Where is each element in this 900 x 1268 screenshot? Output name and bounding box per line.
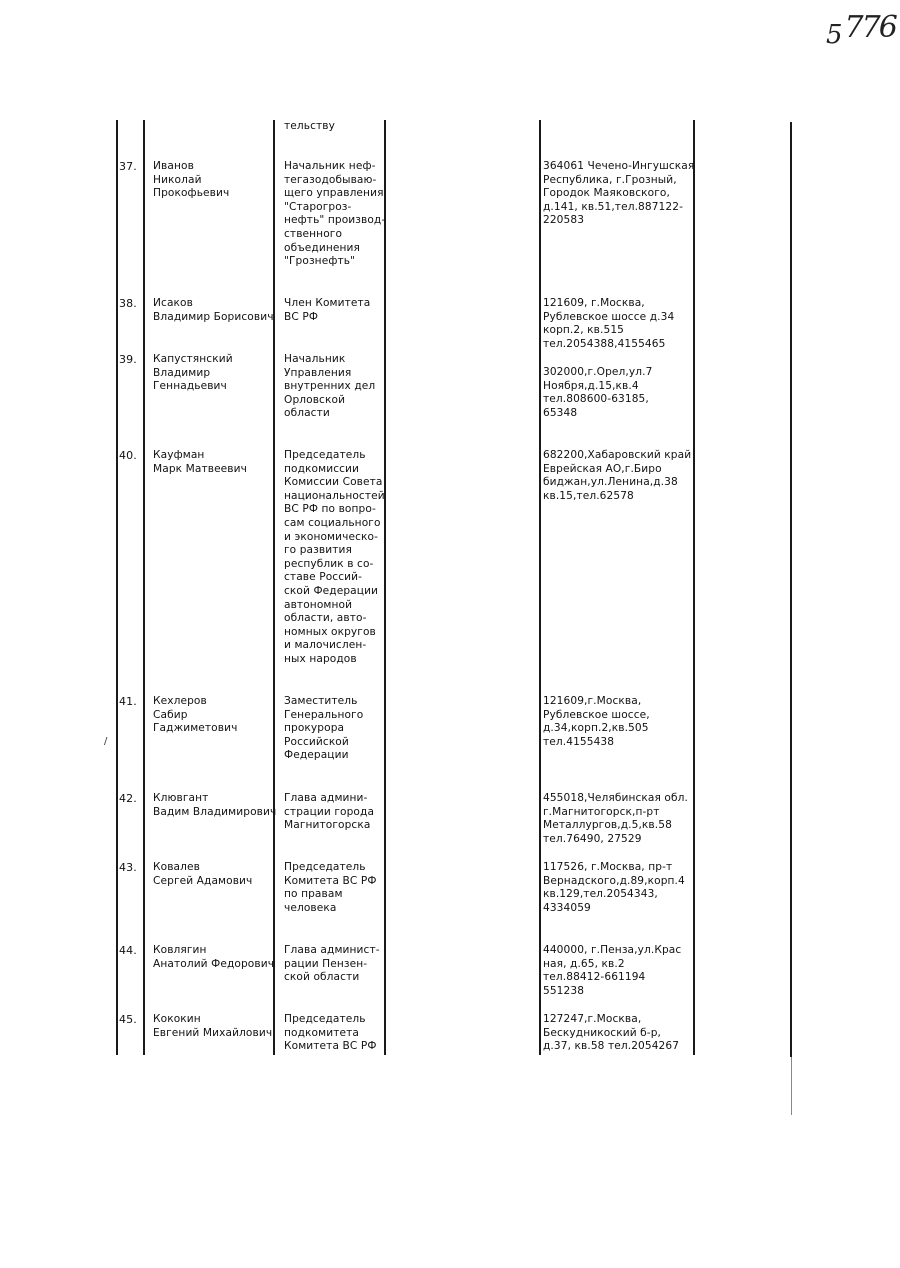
row-number: 42. bbox=[119, 792, 137, 805]
row-name: Капустянский Владимир Геннадьевич bbox=[153, 353, 233, 393]
column-rule-num bbox=[143, 120, 145, 1055]
row-name: Иванов Николай Прокофьевич bbox=[153, 160, 230, 200]
row-address: 455018,Челябинская обл. г.Магнитогорск,п-рт Металлургов,д.5,кв.58 тел.76490, 27529 bbox=[543, 792, 688, 845]
column-rule-address-right bbox=[693, 120, 695, 1055]
row-address: 117526, г.Москва, пр-т Вернадского,д.89,корп.4 кв.129,тел.2054343, 4334059 bbox=[543, 861, 685, 914]
column-rule-outer-right bbox=[790, 122, 792, 1057]
row-address: 682200,Хабаровский край Еврейская АО,г.Биро биджан,ул.Ленина,д.38 кв.15,тел.62578 bbox=[543, 449, 692, 502]
row-position: Глава админист- рации Пензен- ской области bbox=[284, 944, 380, 984]
row-name: Кехлеров Сабир Гаджиметович bbox=[153, 695, 238, 735]
row-address: 364061 Чечено-Ингушская Республика, г.Грозный, Городок Маяковского, д.141, кв.51,тел.887122- 220583 bbox=[543, 160, 695, 227]
carryover-position: тельству bbox=[284, 120, 336, 132]
row-number: 38. bbox=[119, 297, 137, 310]
row-name: Кауфман Марк Матвеевич bbox=[153, 449, 247, 475]
row-number: 44. bbox=[119, 944, 137, 957]
column-rule-outer-right-faint bbox=[791, 1057, 792, 1115]
row-address: 127247,г.Москва, Бескудникоский б-р, д.37, кв.58 тел.2054267 bbox=[543, 1013, 680, 1053]
row-number: 41. bbox=[119, 695, 137, 708]
page-mark-number: 776 bbox=[844, 10, 896, 45]
row-position: Член Комитета ВС РФ bbox=[284, 297, 371, 323]
row-number: 45. bbox=[119, 1013, 137, 1026]
handwritten-page-number bbox=[826, 10, 896, 50]
row-number: 43. bbox=[119, 861, 137, 874]
row-name: Ковалев Сергей Адамович bbox=[153, 861, 253, 887]
row-position: Председатель Комитета ВС РФ по правам человека bbox=[284, 861, 377, 914]
row-position: Председатель подкомиссии Комиссии Совета национальностей ВС РФ по вопро- сам социального и экономическо- го развития республик в со- ставе Россий- ской Федерации автономной области, авто- номных округов и малочислен- ных народов bbox=[284, 449, 385, 665]
column-rule-name bbox=[273, 120, 275, 1055]
row-position: Глава админи- страции города Магнитогорска bbox=[284, 792, 375, 832]
row-name: Исаков Владимир Борисович bbox=[153, 297, 274, 323]
row-number: 40. bbox=[119, 449, 137, 462]
row-position: Председатель подкомитета Комитета ВС РФ bbox=[284, 1013, 377, 1053]
row-address: 121609,г.Москва, Рублевское шоссе, д.34,корп.2,кв.505 тел.4155438 bbox=[543, 695, 650, 748]
stray-mark: / bbox=[104, 736, 108, 747]
row-name: Кококин Евгений Михайлович bbox=[153, 1013, 273, 1039]
row-position: Заместитель Генерального прокурора Российской Федерации bbox=[284, 695, 364, 762]
row-position: Начальник Управления внутренних дел Орловской области bbox=[284, 353, 376, 420]
row-address: 440000, г.Пенза,ул.Крас ная, д.65, кв.2 тел.88412-661194 551238 bbox=[543, 944, 682, 997]
row-name: Клювгант Вадим Владимирович bbox=[153, 792, 277, 818]
row-address: 302000,г.Орел,ул.7 Ноября,д.15,кв.4 тел.808600-63185, 65348 bbox=[543, 366, 653, 419]
row-position: Начальник неф- тегазодобываю- щего управления "Старогроз- нефть" производ- ственного объединения "Грознефть" bbox=[284, 160, 386, 268]
row-number: 37. bbox=[119, 160, 137, 173]
column-rule-left bbox=[116, 120, 118, 1055]
column-rule-address-left bbox=[539, 120, 541, 1055]
row-address: 121609, г.Москва, Рублевское шоссе д.34 корп.2, кв.515 тел.2054388,4155465 bbox=[543, 297, 675, 350]
row-number: 39. bbox=[119, 353, 137, 366]
row-name: Ковлягин Анатолий Федорович bbox=[153, 944, 275, 970]
page-mark-prefix: 5 bbox=[826, 20, 841, 50]
